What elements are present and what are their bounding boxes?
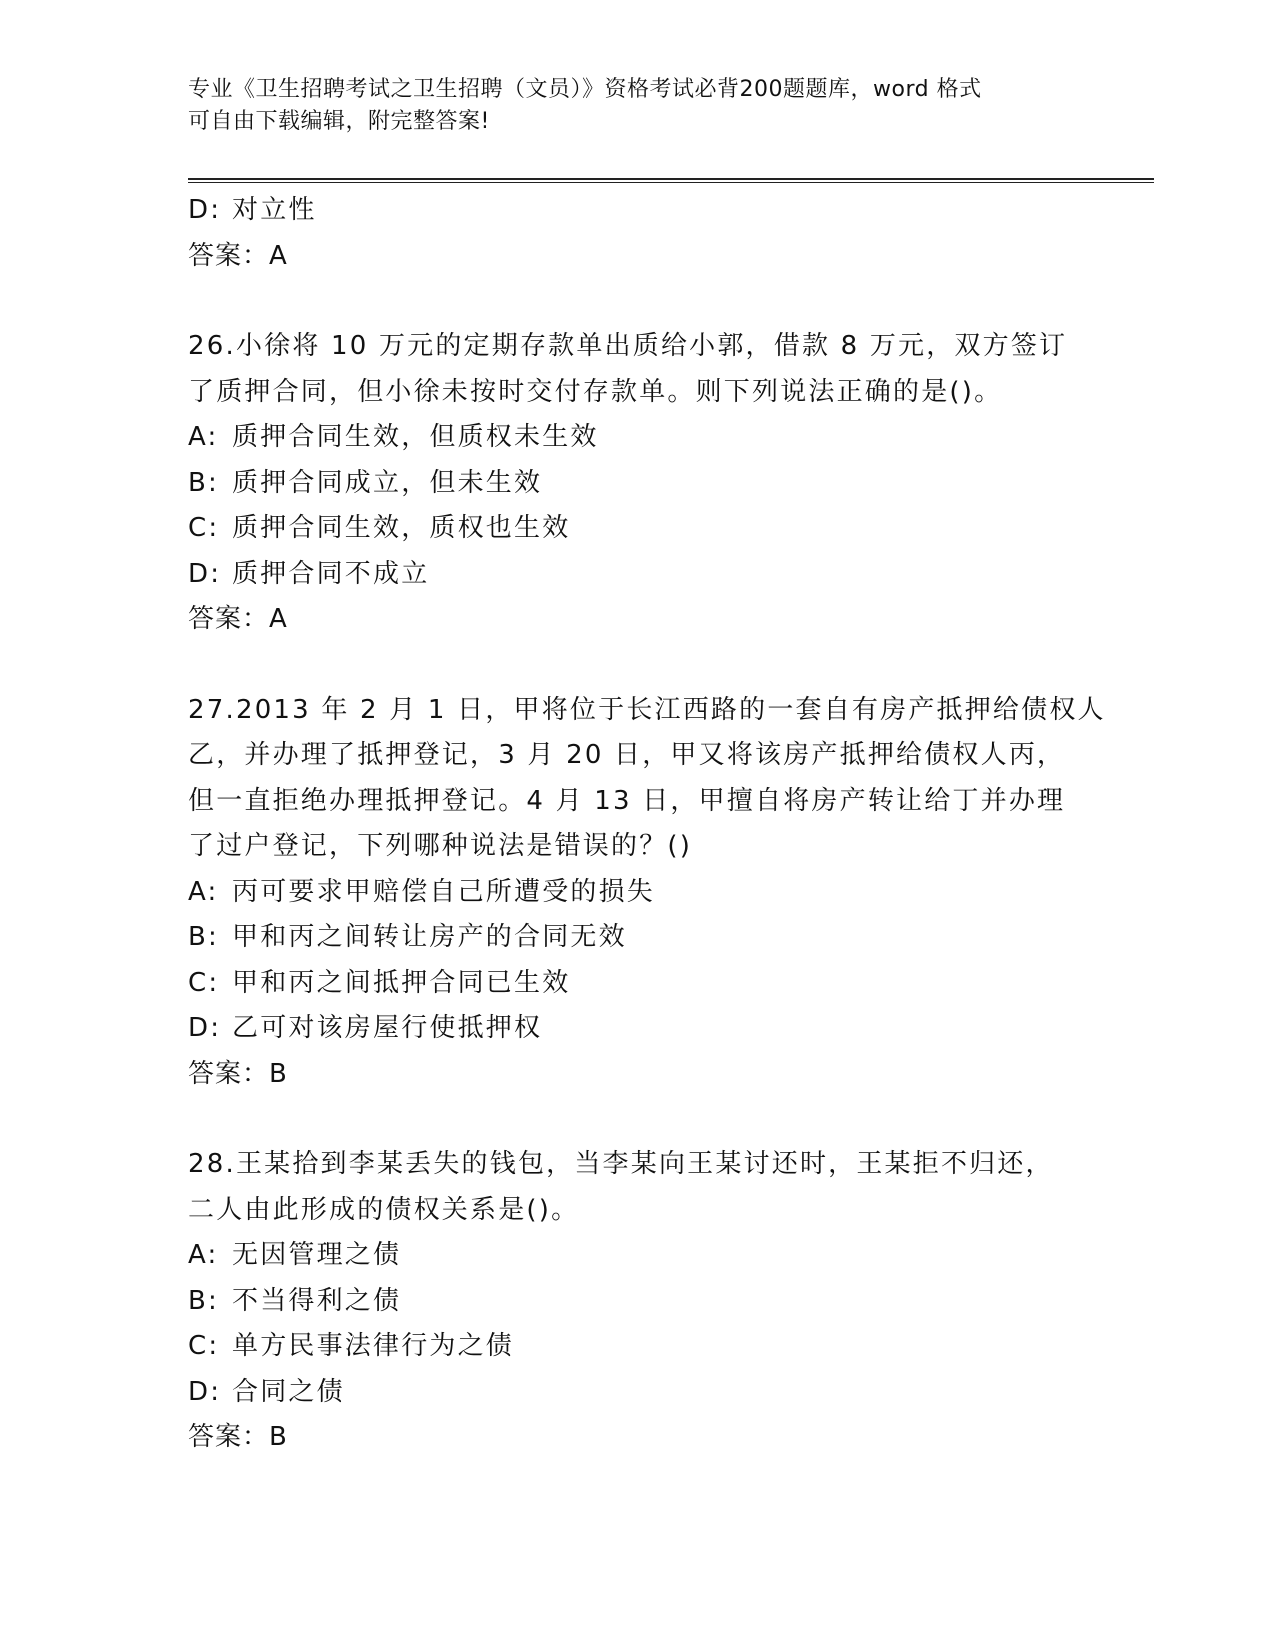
page-header <box>188 74 1068 138</box>
answer-line: 答案：A <box>188 240 288 271</box>
option-key: C: <box>188 967 220 998</box>
option-key: A: <box>188 876 219 907</box>
option-text: 甲和丙之间转让房产的合同无效 <box>232 922 627 952</box>
question-27 <box>188 688 1106 1098</box>
option-text: 质押合同生效，质权也生效 <box>232 513 571 543</box>
header-line-1: 专业《卫生招聘考试之卫生招聘（文员）》资格考试必背200题题库，word 格式 <box>188 77 982 102</box>
question-28 <box>188 1142 1088 1461</box>
question-stem-line: 但一直拒绝办理抵押登记。4 月 13 日，甲擅自将房产转让给丁并办理 <box>188 785 1066 816</box>
option-d <box>188 1370 1088 1416</box>
option-key: B: <box>188 1285 219 1316</box>
question-stem-line: 乙，并办理了抵押登记，3 月 20 日，甲又将该房产抵押给债权人丙， <box>188 740 1066 770</box>
question-stem-line: 二人由此形成的债权关系是()。 <box>188 1194 580 1225</box>
header-rule-thin <box>188 182 1154 183</box>
document-body <box>188 188 1106 1461</box>
option-key: D: <box>188 558 222 589</box>
option-text: 质押合同生效，但质权未生效 <box>232 422 599 452</box>
question-stem-line: 28.王某拾到李某丢失的钱包，当李某向王某讨还时，王某拒不归还， <box>188 1149 1054 1179</box>
option-key: A: <box>188 1240 219 1270</box>
header-line-2: 可自由下载编辑，附完整答案! <box>188 109 490 134</box>
option-key: C: <box>188 1331 220 1361</box>
carryover-question <box>188 188 1088 279</box>
question-stem-line: 了过户登记，下列哪种说法是错误的？() <box>188 831 693 861</box>
option-b <box>188 1279 1088 1325</box>
question-stem-line: 27.2013 年 2 月 1 日，甲将位于长江西路的一套自有房产抵押给债权人 <box>188 694 1106 725</box>
option-key: D: <box>188 1013 222 1043</box>
answer-line: 答案：A <box>188 604 288 634</box>
option-text: 质押合同成立，但未生效 <box>232 467 543 498</box>
option-key: A: <box>188 422 219 452</box>
option-c <box>188 506 1088 552</box>
option-text: 丙可要求甲赔偿自己所遭受的损失 <box>232 876 656 907</box>
option-a <box>188 1233 1088 1279</box>
option-c <box>188 1324 1088 1370</box>
option-d <box>188 1006 1088 1052</box>
option-text: 质押合同不成立 <box>232 558 430 589</box>
option-key: B: <box>188 922 219 952</box>
option-text: 不当得利之债 <box>232 1285 402 1316</box>
answer-line: 答案：B <box>188 1422 288 1452</box>
question-stem-line: 26.小徐将 10 万元的定期存款单出质给小郭，借款 8 万元，双方签订 <box>188 331 1068 361</box>
option-text: 对立性 <box>232 195 317 225</box>
option-d <box>188 552 1088 598</box>
option-a <box>188 870 1088 916</box>
option-d <box>188 188 1088 234</box>
option-text: 甲和丙之间抵押合同已生效 <box>232 967 571 998</box>
option-key: C: <box>188 513 220 543</box>
option-text: 合同之债 <box>232 1376 345 1407</box>
option-key: D: <box>188 1376 222 1407</box>
option-text: 乙可对该房屋行使抵押权 <box>232 1013 543 1043</box>
option-b <box>188 915 1088 961</box>
option-text: 无因管理之债 <box>232 1240 402 1270</box>
question-26 <box>188 324 1088 643</box>
option-c <box>188 961 1088 1007</box>
question-stem-line: 了质押合同，但小徐未按时交付存款单。则下列说法正确的是()。 <box>188 376 1003 407</box>
header-rule-thick <box>188 178 1154 180</box>
option-b <box>188 461 1088 507</box>
option-text: 单方民事法律行为之债 <box>232 1331 515 1361</box>
answer-line: 答案：B <box>188 1058 288 1089</box>
option-a <box>188 415 1088 461</box>
option-key: D: <box>188 195 222 225</box>
option-key: B: <box>188 467 219 498</box>
